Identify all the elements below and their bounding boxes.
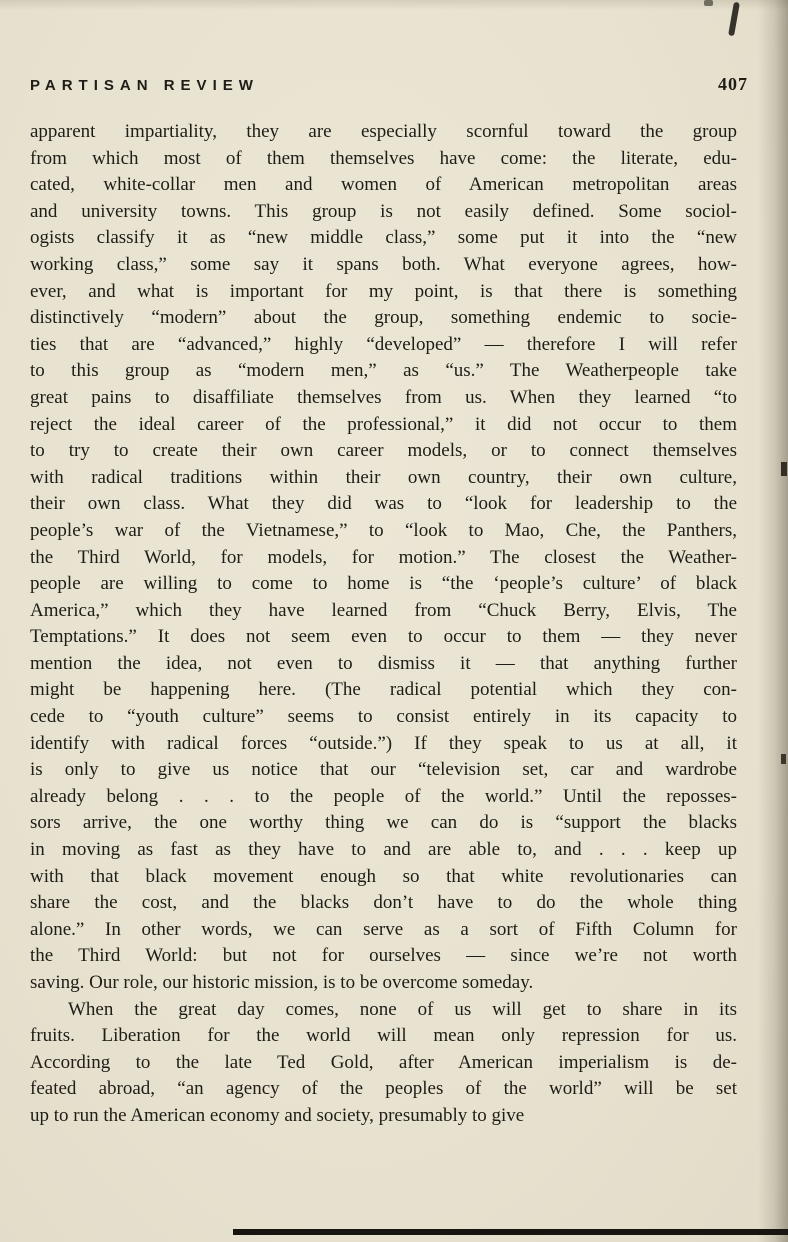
text-line: working class,” some say it spans both. What everyone agrees, how- xyxy=(30,253,737,275)
text-line: cated, white-collar men and women of American metropolitan areas xyxy=(30,174,737,196)
text-line: to this group as “modern men,” as “us.” The Weatherpeople take xyxy=(30,360,737,382)
scan-edge-shadow xyxy=(758,0,788,1242)
page-body xyxy=(30,119,737,1130)
text-line: their own class. What they did was to “look for leadership to the xyxy=(30,493,737,515)
text-line: people’s war of the Vietnamese,” to “look to Mao, Che, the Panthers, xyxy=(30,519,737,541)
text-line: cede to “youth culture” seems to consist entirely in its capacity to xyxy=(30,706,737,728)
text-line: alone.” In other words, we can serve as a sort of Fifth Column for xyxy=(30,918,737,940)
text-line: in moving as fast as they have to and are able to, and . . . keep up xyxy=(30,839,737,861)
scan-artifact xyxy=(728,2,740,37)
text-line: with radical traditions within their own country, their own culture, xyxy=(30,466,737,488)
text-line: fruits. Liberation for the world will mean only repression for us. xyxy=(30,1025,737,1047)
text-line: and university towns. This group is not easily defined. Some sociol- xyxy=(30,200,737,222)
running-header xyxy=(30,74,748,95)
text-line: to try to create their own career models, or to connect themselves xyxy=(30,440,737,462)
text-line: with that black movement enough so that white revolutionaries can xyxy=(30,865,737,887)
text-line: Temptations.” It does not seem even to occur to them — they never xyxy=(30,626,737,648)
text-line: apparent impartiality, they are especially scornful toward the group xyxy=(30,121,737,142)
text-line: is only to give us notice that our “television set, car and wardrobe xyxy=(30,759,737,781)
journal-title: PARTISAN REVIEW xyxy=(30,77,259,94)
scan-artifact xyxy=(781,462,787,476)
text-line: identify with radical forces “outside.”) If they speak to us at all, it xyxy=(30,732,737,754)
page-number: 407 xyxy=(718,74,748,94)
paragraph xyxy=(30,119,737,997)
text-line: mention the idea, not even to dismiss it — that anything further xyxy=(30,652,737,674)
text-line: share the cost, and the blacks don’t have to do the whole thing xyxy=(30,892,737,914)
text-line: ever, and what is important for my point, is that there is something xyxy=(30,280,737,302)
scan-bottom-line xyxy=(233,1229,788,1235)
text-line: up to run the American economy and society, presumably to give xyxy=(30,1104,525,1126)
text-line: from which most of them themselves have come: the literate, edu- xyxy=(30,147,737,169)
text-line: America,” which they have learned from “Chuck Berry, Elvis, The xyxy=(30,599,737,621)
text-line: might be happening here. (The radical potential which they con- xyxy=(30,679,737,701)
scan-artifact xyxy=(781,754,786,764)
text-line: the Third World, for models, for motion.” The closest the Weather- xyxy=(30,546,737,568)
text-line: sors arrive, the one worthy thing we can do is “support the blacks xyxy=(30,812,737,834)
text-line: the Third World: but not for ourselves — since we’re not worth xyxy=(30,945,737,967)
text-line: saving. Our role, our historic mission, is to be overcome someday. xyxy=(30,972,534,993)
scan-top-shadow xyxy=(0,0,788,10)
text-line: already belong . . . to the people of the world.” Until the reposses- xyxy=(30,785,737,807)
text-line: feated abroad, “an agency of the peoples of the world” will be set xyxy=(30,1078,737,1100)
scan-artifact xyxy=(704,0,713,6)
text-line: When the great day comes, none of us will get to share in its xyxy=(68,998,737,1020)
text-line: ogists classify it as “new middle class,” some put it into the “new xyxy=(30,227,737,249)
text-line: According to the late Ted Gold, after American imperialism is de- xyxy=(30,1051,737,1073)
text-line: ties that are “advanced,” highly “developed” — therefore I will refer xyxy=(30,333,737,355)
text-line: people are willing to come to home is “the ‘people’s culture’ of black xyxy=(30,573,737,595)
paragraph xyxy=(30,997,737,1130)
text-line: great pains to disaffiliate themselves from us. When they learned “to xyxy=(30,386,737,408)
text-line: distinctively “modern” about the group, something endemic to socie- xyxy=(30,307,737,329)
text-line: reject the ideal career of the professional,” it did not occur to them xyxy=(30,413,737,435)
